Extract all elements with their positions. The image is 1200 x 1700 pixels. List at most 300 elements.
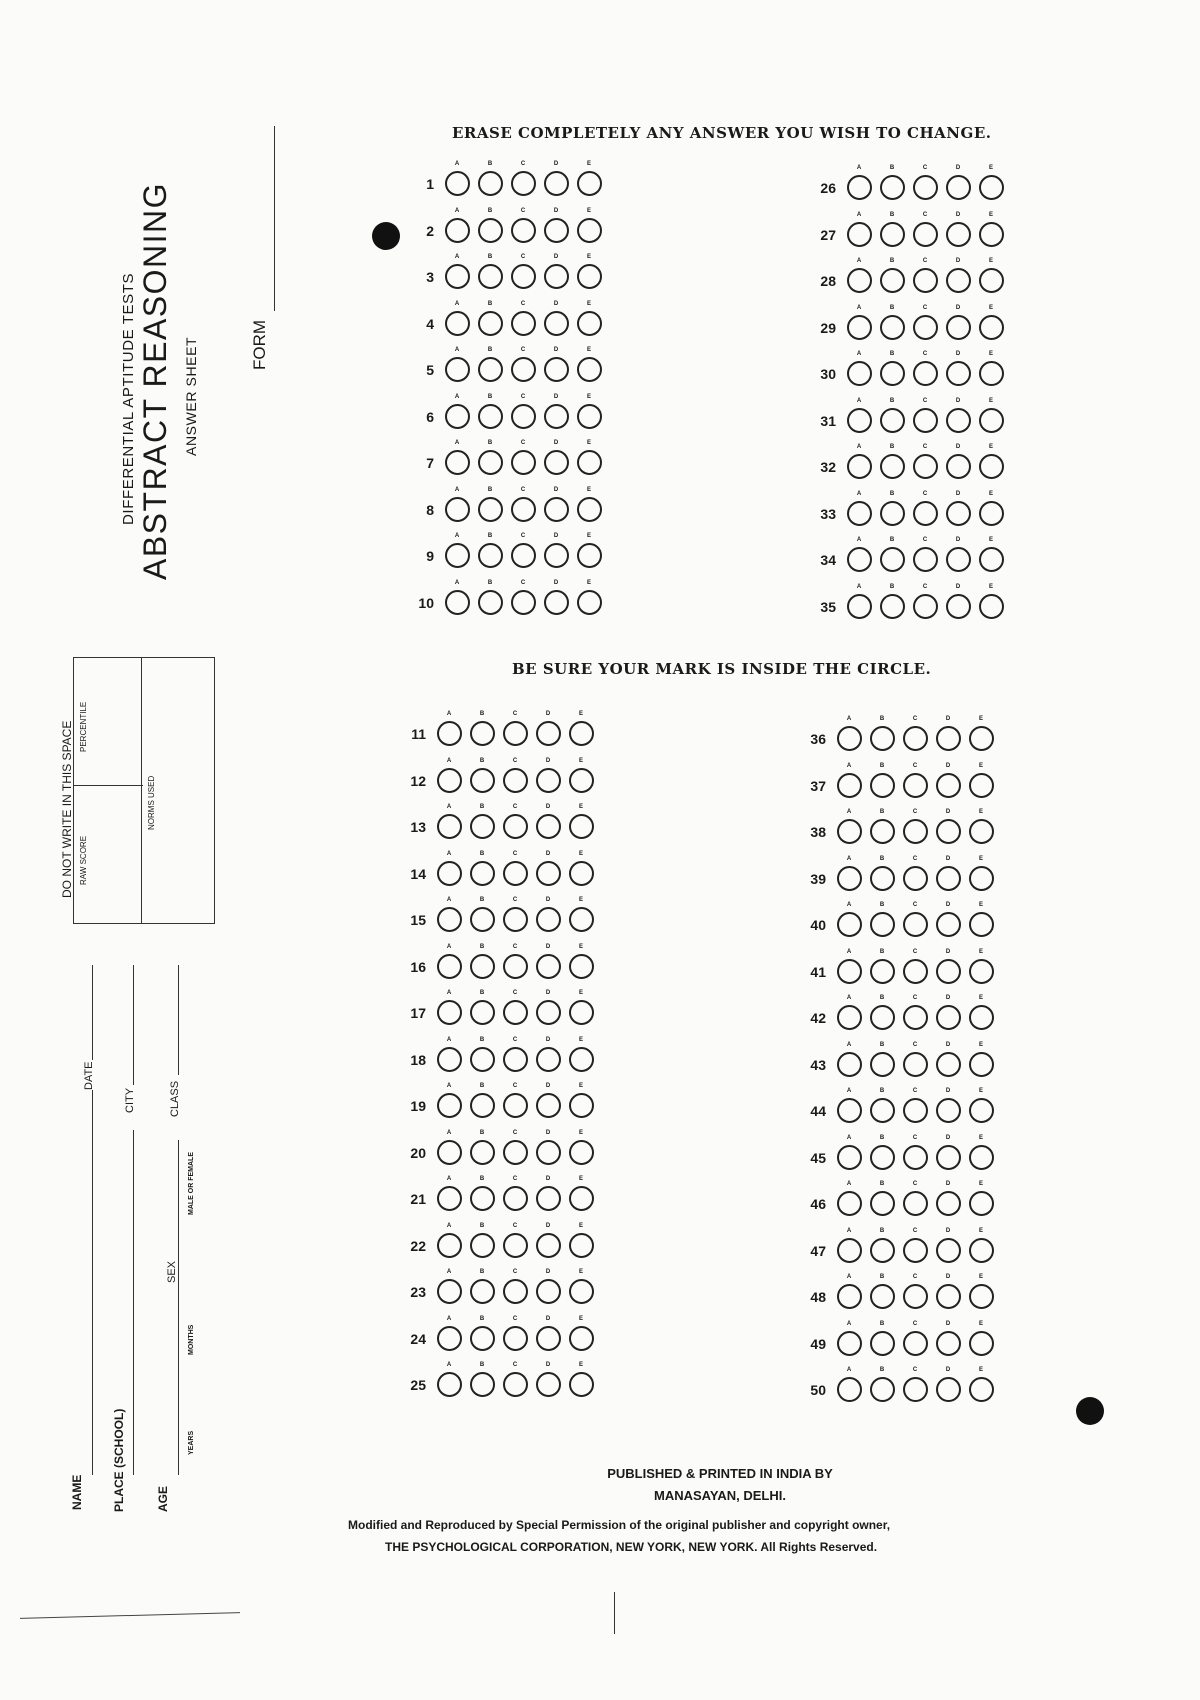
answer-bubble-28-c[interactable] [913,268,938,293]
answer-bubble-37-b[interactable] [870,773,895,798]
option-letter: B [479,1315,485,1322]
option-letter: B [889,490,895,497]
answer-bubble-1-d[interactable] [544,171,569,196]
option-letter: E [578,943,583,950]
answer-bubble-17-e[interactable] [569,1000,594,1025]
answer-bubble-12-b[interactable] [470,768,495,793]
answer-bubble-18-a[interactable] [437,1047,462,1072]
answer-bubble-33-e[interactable] [979,501,1004,526]
answer-bubble-45-d[interactable] [936,1145,961,1170]
answer-bubble-43-a[interactable] [837,1052,862,1077]
option-letter: C [912,809,918,815]
answer-bubble-2-a[interactable] [445,218,470,243]
answer-bubble-38-c[interactable] [903,819,928,844]
answer-bubble-11-e[interactable] [569,721,594,746]
answer-bubble-48-c[interactable] [903,1284,928,1309]
answer-bubble-5-d[interactable] [544,357,569,382]
answer-bubble-41-d[interactable] [936,959,961,984]
answer-bubble-31-e[interactable] [979,408,1004,433]
answer-bubble-12-a[interactable] [437,768,462,793]
answer-bubble-18-b[interactable] [470,1047,495,1072]
answer-bubble-2-e[interactable] [577,218,602,243]
option-letter: E [586,440,591,446]
city-field-line[interactable] [133,965,134,1085]
question-row-21 [410,1175,642,1215]
question-row-40 [810,901,1042,941]
answer-bubble-49-d[interactable] [936,1331,961,1356]
answer-bubble-35-e[interactable] [979,594,1004,619]
question-number: 15 [410,912,426,928]
answer-bubble-24-b[interactable] [470,1326,495,1351]
answer-bubble-10-c[interactable] [511,590,536,615]
answer-bubble-15-a[interactable] [437,907,462,932]
answer-bubble-7-a[interactable] [445,450,470,475]
answer-bubble-4-b[interactable] [478,311,503,336]
answer-bubble-9-a[interactable] [445,543,470,568]
answer-bubble-47-e[interactable] [969,1238,994,1263]
answer-bubble-50-c[interactable] [903,1377,928,1402]
answer-bubble-25-b[interactable] [470,1372,495,1397]
answer-bubble-34-c[interactable] [913,547,938,572]
answer-bubble-10-d[interactable] [544,590,569,615]
answer-bubble-22-d[interactable] [536,1233,561,1258]
option-letter: C [922,537,928,543]
answer-bubble-9-e[interactable] [577,543,602,568]
answer-bubble-6-b[interactable] [478,404,503,429]
answer-bubble-20-c[interactable] [503,1140,528,1165]
answer-bubble-17-d[interactable] [536,1000,561,1025]
answer-bubble-8-a[interactable] [445,497,470,522]
answer-bubble-3-e[interactable] [577,264,602,289]
answer-bubble-30-d[interactable] [946,361,971,386]
answer-bubble-35-d[interactable] [946,594,971,619]
answer-bubble-15-e[interactable] [569,907,594,932]
question-number: 11 [411,726,426,742]
answer-bubble-46-b[interactable] [870,1191,895,1216]
answer-bubble-34-b[interactable] [880,547,905,572]
option-letter: B [889,397,895,404]
option-letter: C [512,757,518,764]
answer-bubble-25-d[interactable] [536,1372,561,1397]
option-letter: D [545,711,551,717]
answer-bubble-38-b[interactable] [870,819,895,844]
answer-bubble-16-b[interactable] [470,954,495,979]
answer-bubble-32-e[interactable] [979,454,1004,479]
answer-bubble-28-a[interactable] [847,268,872,293]
answer-bubble-21-e[interactable] [569,1186,594,1211]
option-letter: E [988,258,993,264]
option-letter: D [545,757,551,764]
answer-bubble-26-c[interactable] [913,175,938,200]
answer-bubble-1-a[interactable] [445,171,470,196]
answer-bubble-19-a[interactable] [437,1093,462,1118]
answer-bubble-22-b[interactable] [470,1233,495,1258]
answer-bubble-37-c[interactable] [903,773,928,798]
answer-bubble-24-d[interactable] [536,1326,561,1351]
answer-bubble-44-c[interactable] [903,1098,928,1123]
answer-bubble-33-c[interactable] [913,501,938,526]
answer-bubble-18-e[interactable] [569,1047,594,1072]
answer-bubble-48-a[interactable] [837,1284,862,1309]
option-letter: E [578,1176,583,1182]
answer-bubble-16-d[interactable] [536,954,561,979]
answer-bubble-38-d[interactable] [936,819,961,844]
answer-bubble-5-c[interactable] [511,357,536,382]
answer-bubble-2-c[interactable] [511,218,536,243]
answer-bubble-7-b[interactable] [478,450,503,475]
answer-bubble-37-d[interactable] [936,773,961,798]
answer-bubble-21-b[interactable] [470,1186,495,1211]
answer-bubble-4-e[interactable] [577,311,602,336]
answer-bubble-32-c[interactable] [913,454,938,479]
answer-bubble-36-e[interactable] [969,726,994,751]
answer-bubble-47-d[interactable] [936,1238,961,1263]
answer-bubble-24-c[interactable] [503,1326,528,1351]
answer-bubble-8-b[interactable] [478,497,503,522]
answer-bubble-15-b[interactable] [470,907,495,932]
answer-bubble-12-e[interactable] [569,768,594,793]
answer-bubble-35-b[interactable] [880,594,905,619]
answer-bubble-18-d[interactable] [536,1047,561,1072]
answer-bubble-25-e[interactable] [569,1372,594,1397]
answer-bubble-27-c[interactable] [913,222,938,247]
answer-bubble-42-c[interactable] [903,1005,928,1030]
answer-bubble-11-c[interactable] [503,721,528,746]
answer-bubble-16-c[interactable] [503,954,528,979]
answer-bubble-21-a[interactable] [437,1186,462,1211]
answer-bubble-26-d[interactable] [946,175,971,200]
answer-bubble-28-b[interactable] [880,268,905,293]
answer-bubble-3-d[interactable] [544,264,569,289]
answer-bubble-31-d[interactable] [946,408,971,433]
answer-bubble-50-d[interactable] [936,1377,961,1402]
answer-bubble-16-e[interactable] [569,954,594,979]
answer-bubble-19-e[interactable] [569,1093,594,1118]
answer-bubble-4-a[interactable] [445,311,470,336]
answer-bubble-29-b[interactable] [880,315,905,340]
answer-bubble-30-e[interactable] [979,361,1004,386]
answer-bubble-46-a[interactable] [837,1191,862,1216]
answer-bubble-30-c[interactable] [913,361,938,386]
answer-bubble-43-e[interactable] [969,1052,994,1077]
answer-bubble-31-b[interactable] [880,408,905,433]
answer-bubble-50-e[interactable] [969,1377,994,1402]
answer-bubble-22-c[interactable] [503,1233,528,1258]
answer-bubble-14-c[interactable] [503,861,528,886]
erase-instruction: ERASE COMPLETELY ANY ANSWER YOU WISH TO CHANGE. [452,124,992,142]
answer-bubble-12-c[interactable] [503,768,528,793]
option-letter: B [487,440,493,446]
answer-bubble-29-c[interactable] [913,315,938,340]
answer-bubble-26-a[interactable] [847,175,872,200]
answer-bubble-8-e[interactable] [577,497,602,522]
answer-bubble-35-c[interactable] [913,594,938,619]
answer-bubble-45-a[interactable] [837,1145,862,1170]
answer-bubble-14-b[interactable] [470,861,495,886]
answer-bubble-1-c[interactable] [511,171,536,196]
answer-bubble-18-c[interactable] [503,1047,528,1072]
answer-bubble-44-b[interactable] [870,1098,895,1123]
option-letter: A [446,1083,452,1089]
answer-bubble-23-a[interactable] [437,1279,462,1304]
answer-bubble-42-a[interactable] [837,1005,862,1030]
answer-bubble-40-c[interactable] [903,912,928,937]
answer-bubble-50-b[interactable] [870,1377,895,1402]
answer-bubble-2-b[interactable] [478,218,503,243]
answer-bubble-39-b[interactable] [870,866,895,891]
office-use-box [73,657,215,924]
answer-bubble-42-d[interactable] [936,1005,961,1030]
answer-bubble-29-e[interactable] [979,315,1004,340]
answer-bubble-34-e[interactable] [979,547,1004,572]
answer-bubble-46-e[interactable] [969,1191,994,1216]
answer-bubble-48-e[interactable] [969,1284,994,1309]
answer-bubble-5-b[interactable] [478,357,503,382]
option-letter: E [586,161,591,167]
answer-bubble-36-b[interactable] [870,726,895,751]
answer-bubble-37-a[interactable] [837,773,862,798]
answer-bubble-17-b[interactable] [470,1000,495,1025]
answer-bubble-49-a[interactable] [837,1331,862,1356]
answer-bubble-36-a[interactable] [837,726,862,751]
answer-bubble-33-d[interactable] [946,501,971,526]
answer-bubble-31-c[interactable] [913,408,938,433]
answer-bubble-7-c[interactable] [511,450,536,475]
place-field-line[interactable] [133,1130,134,1475]
answer-bubble-39-a[interactable] [837,866,862,891]
option-letter: E [578,804,583,810]
answer-bubble-14-e[interactable] [569,861,594,886]
answer-bubble-9-b[interactable] [478,543,503,568]
answer-bubble-36-d[interactable] [936,726,961,751]
answer-bubble-48-b[interactable] [870,1284,895,1309]
answer-bubble-43-b[interactable] [870,1052,895,1077]
answer-bubble-22-a[interactable] [437,1233,462,1258]
answer-bubble-1-e[interactable] [577,171,602,196]
answer-bubble-43-d[interactable] [936,1052,961,1077]
answer-bubble-11-a[interactable] [437,721,462,746]
answer-bubble-27-b[interactable] [880,222,905,247]
answer-bubble-19-c[interactable] [503,1093,528,1118]
answer-bubble-32-b[interactable] [880,454,905,479]
answer-bubble-10-a[interactable] [445,590,470,615]
answer-bubble-23-b[interactable] [470,1279,495,1304]
answer-bubble-10-e[interactable] [577,590,602,615]
question-row-26 [820,164,1052,204]
answer-bubble-41-c[interactable] [903,959,928,984]
answer-bubble-49-e[interactable] [969,1331,994,1356]
answer-bubble-40-a[interactable] [837,912,862,937]
answer-bubble-30-b[interactable] [880,361,905,386]
answer-bubble-8-d[interactable] [544,497,569,522]
answer-bubble-17-a[interactable] [437,1000,462,1025]
answer-bubble-9-d[interactable] [544,543,569,568]
answer-bubble-34-d[interactable] [946,547,971,572]
question-number: 35 [820,598,836,615]
option-letter: C [512,850,518,857]
answer-bubble-39-e[interactable] [969,866,994,891]
answer-bubble-20-a[interactable] [437,1140,462,1165]
answer-bubble-5-e[interactable] [577,357,602,382]
answer-bubble-21-d[interactable] [536,1186,561,1211]
option-letter: B [889,537,895,543]
answer-bubble-24-a[interactable] [437,1326,462,1351]
test-title: ABSTRACT REASONING [137,181,173,580]
option-letter: A [846,902,852,908]
answer-bubble-24-e[interactable] [569,1326,594,1351]
months-label: MONTHS [188,1324,195,1355]
option-letter: E [988,583,993,590]
answer-bubble-46-d[interactable] [936,1191,961,1216]
answer-bubble-29-d[interactable] [946,315,971,340]
answer-bubble-14-a[interactable] [437,861,462,886]
answer-bubble-28-d[interactable] [946,268,971,293]
answer-bubble-15-d[interactable] [536,907,561,932]
option-letter: E [988,304,993,311]
option-letter: D [945,902,951,908]
answer-bubble-49-c[interactable] [903,1331,928,1356]
answer-bubble-47-a[interactable] [837,1238,862,1263]
answer-bubble-2-d[interactable] [544,218,569,243]
answer-bubble-4-c[interactable] [511,311,536,336]
name-field-line[interactable] [92,1090,93,1475]
answer-bubble-35-a[interactable] [847,594,872,619]
option-letter: E [586,486,591,493]
answer-bubble-3-a[interactable] [445,264,470,289]
answer-bubble-23-d[interactable] [536,1279,561,1304]
answer-bubble-23-e[interactable] [569,1279,594,1304]
class-field-line[interactable] [178,965,179,1075]
answer-bubble-1-b[interactable] [478,171,503,196]
answer-bubble-50-a[interactable] [837,1377,862,1402]
answer-bubble-43-c[interactable] [903,1052,928,1077]
answer-bubble-27-e[interactable] [979,222,1004,247]
answer-bubble-40-e[interactable] [969,912,994,937]
answer-bubble-40-b[interactable] [870,912,895,937]
answer-bubble-45-c[interactable] [903,1145,928,1170]
sex-hint-label: MALE OR FEMALE [188,1152,195,1215]
answer-bubble-5-a[interactable] [445,357,470,382]
answer-bubble-30-a[interactable] [847,361,872,386]
answer-bubble-32-a[interactable] [847,454,872,479]
answer-bubble-41-a[interactable] [837,959,862,984]
answer-bubble-4-d[interactable] [544,311,569,336]
answer-bubble-38-e[interactable] [969,819,994,844]
option-letter: C [520,440,526,446]
answer-bubble-33-a[interactable] [847,501,872,526]
answer-bubble-11-d[interactable] [536,721,561,746]
answer-bubble-44-e[interactable] [969,1098,994,1123]
answer-bubble-36-c[interactable] [903,726,928,751]
answer-bubble-39-c[interactable] [903,866,928,891]
answer-bubble-23-c[interactable] [503,1279,528,1304]
option-letter: A [846,948,852,955]
answer-bubble-26-b[interactable] [880,175,905,200]
option-letter: E [578,757,583,764]
answer-bubble-26-e[interactable] [979,175,1004,200]
option-letter: C [912,716,918,722]
answer-bubble-29-a[interactable] [847,315,872,340]
answer-bubble-6-d[interactable] [544,404,569,429]
answer-bubble-47-b[interactable] [870,1238,895,1263]
answer-bubble-16-a[interactable] [437,954,462,979]
answer-bubble-15-c[interactable] [503,907,528,932]
option-letter: D [945,1134,951,1141]
answer-bubble-45-b[interactable] [870,1145,895,1170]
option-letter: C [512,943,518,950]
answer-bubble-40-d[interactable] [936,912,961,937]
answer-bubble-37-e[interactable] [969,773,994,798]
answer-bubble-28-e[interactable] [979,268,1004,293]
answer-bubble-48-d[interactable] [936,1284,961,1309]
answer-bubble-13-a[interactable] [437,814,462,839]
answer-bubble-3-b[interactable] [478,264,503,289]
answer-bubble-19-d[interactable] [536,1093,561,1118]
answer-bubble-11-b[interactable] [470,721,495,746]
answer-bubble-17-c[interactable] [503,1000,528,1025]
answer-bubble-41-b[interactable] [870,959,895,984]
answer-bubble-45-e[interactable] [969,1145,994,1170]
answer-bubble-34-a[interactable] [847,547,872,572]
answer-bubble-10-b[interactable] [478,590,503,615]
answer-bubble-6-a[interactable] [445,404,470,429]
answer-bubble-13-d[interactable] [536,814,561,839]
answer-bubble-6-e[interactable] [577,404,602,429]
answer-bubble-42-e[interactable] [969,1005,994,1030]
option-letter: A [446,711,452,717]
answer-bubble-8-c[interactable] [511,497,536,522]
answer-bubble-12-d[interactable] [536,768,561,793]
answer-bubble-7-e[interactable] [577,450,602,475]
answer-bubble-20-e[interactable] [569,1140,594,1165]
answer-bubble-42-b[interactable] [870,1005,895,1030]
form-field-line[interactable] [274,126,275,311]
answer-bubble-49-b[interactable] [870,1331,895,1356]
answer-bubble-27-d[interactable] [946,222,971,247]
answer-bubble-38-a[interactable] [837,819,862,844]
answer-bubble-31-a[interactable] [847,408,872,433]
answer-bubble-33-b[interactable] [880,501,905,526]
answer-bubble-25-c[interactable] [503,1372,528,1397]
option-letter: D [945,1227,951,1234]
answer-bubble-41-e[interactable] [969,959,994,984]
answer-bubble-20-b[interactable] [470,1140,495,1165]
answer-bubble-13-b[interactable] [470,814,495,839]
age-field-line[interactable] [178,1140,179,1475]
answer-bubble-27-a[interactable] [847,222,872,247]
date-field-line[interactable] [92,965,93,1060]
answer-bubble-39-d[interactable] [936,866,961,891]
answer-bubble-44-d[interactable] [936,1098,961,1123]
answer-bubble-6-c[interactable] [511,404,536,429]
answer-bubble-7-d[interactable] [544,450,569,475]
answer-bubble-25-a[interactable] [437,1372,462,1397]
answer-bubble-21-c[interactable] [503,1186,528,1211]
answer-bubble-32-d[interactable] [946,454,971,479]
answer-bubble-13-c[interactable] [503,814,528,839]
answer-bubble-13-e[interactable] [569,814,594,839]
answer-bubble-47-c[interactable] [903,1238,928,1263]
answer-bubble-19-b[interactable] [470,1093,495,1118]
answer-bubble-3-c[interactable] [511,264,536,289]
answer-bubble-22-e[interactable] [569,1233,594,1258]
answer-bubble-14-d[interactable] [536,861,561,886]
answer-bubble-44-a[interactable] [837,1098,862,1123]
answer-bubble-46-c[interactable] [903,1191,928,1216]
answer-bubble-9-c[interactable] [511,543,536,568]
option-letter: B [879,1227,885,1234]
answer-bubble-20-d[interactable] [536,1140,561,1165]
